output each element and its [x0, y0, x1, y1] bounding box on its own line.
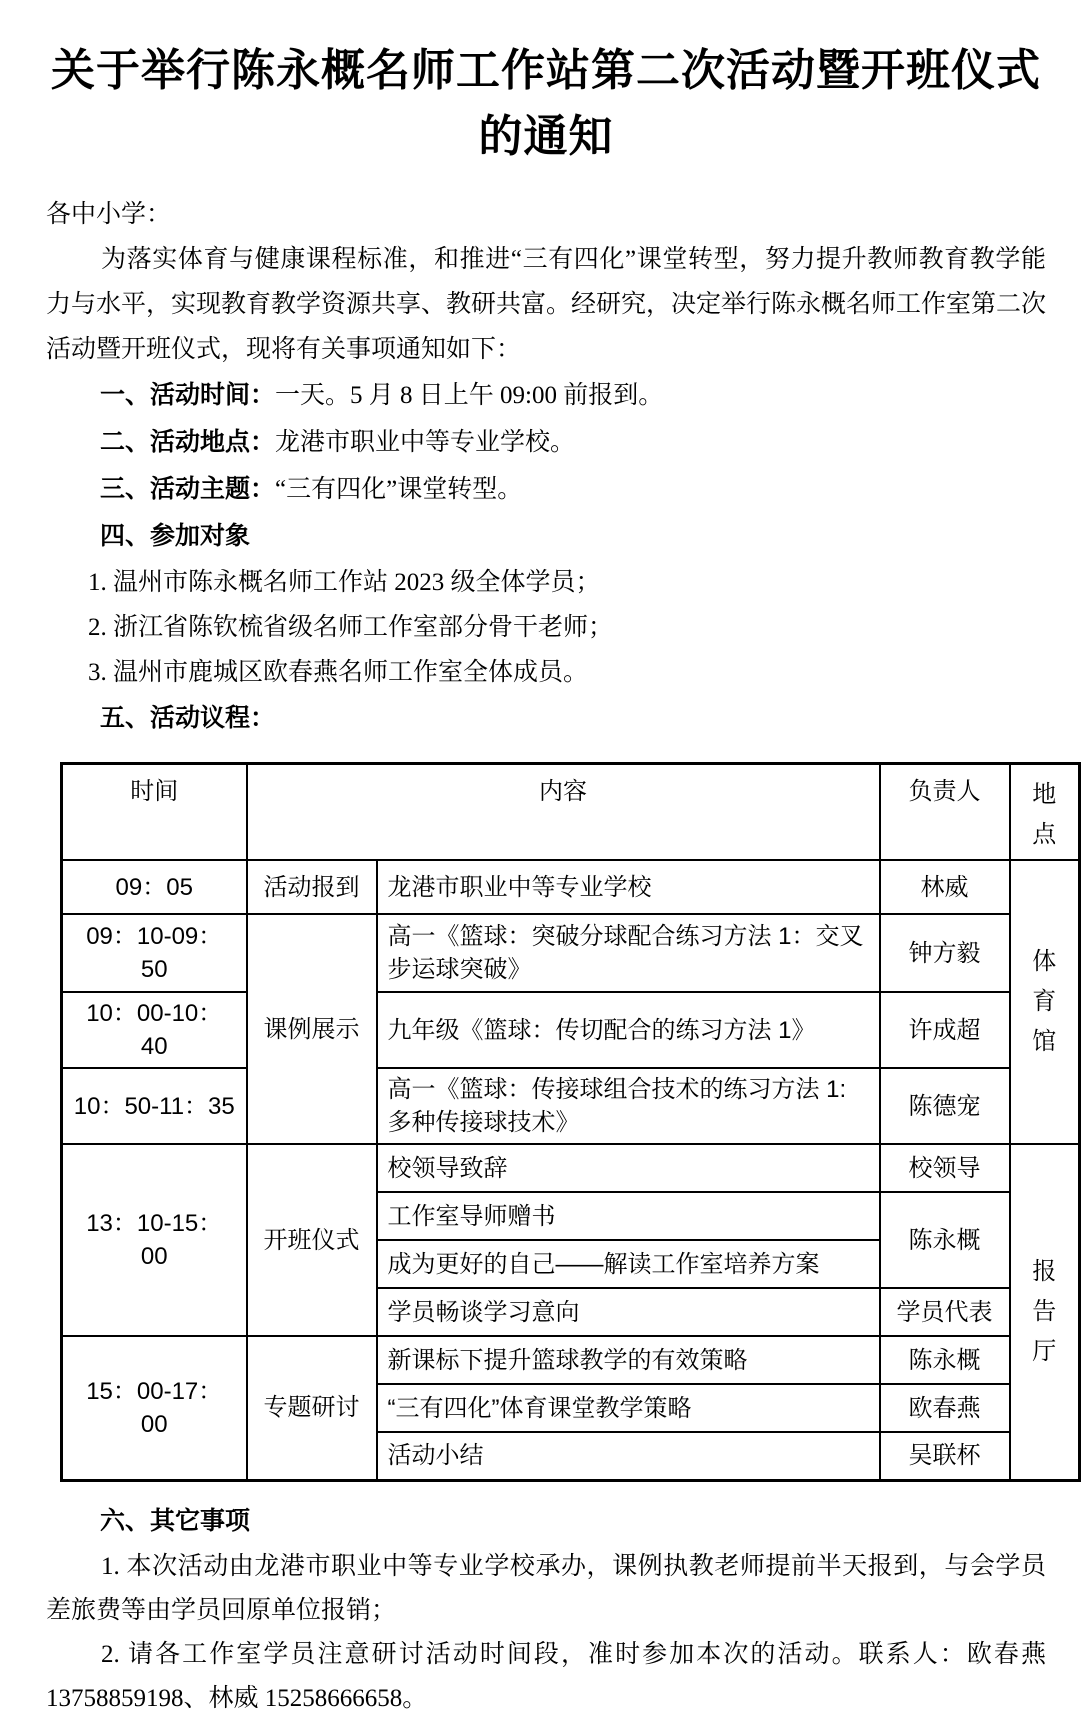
note-paragraph-2: 2. 请各工作室学员注意研讨活动时间段，准时参加本次的活动。联系人：欧春燕 13758859198、林威 15258666658。	[46, 1640, 1046, 1712]
section-label: 四、参加对象	[100, 522, 251, 550]
note-paragraph-1: 1. 本次活动由龙港市职业中等专业学校承办，课例执教老师提前半天报到，与会学员差旅费等由学员回原单位报销；	[46, 1552, 1046, 1624]
participant-item: 3. 温州市鹿城区欧春燕名师工作室全体成员。	[88, 659, 589, 686]
page-title	[46, 38, 1046, 170]
cell-type: 课例展示	[247, 914, 377, 1144]
cell-lead: 陈永概	[880, 1192, 1010, 1288]
cell-venue-gym: 体育馆	[1010, 860, 1080, 1144]
participant-item: 1. 温州市陈永概名师工作站 2023 级全体学员；	[88, 569, 601, 596]
cell-lead: 吴联杯	[880, 1432, 1010, 1480]
section-text: 一天。5 月 8 日上午 09:00 前报到。	[275, 382, 664, 409]
cell-lead: 陈永概	[880, 1336, 1010, 1384]
participants-list	[46, 560, 1046, 695]
cell-content: 活动小结	[377, 1432, 880, 1480]
title-line-1: 关于举行陈永概名师工作站第二次活动暨开班仪式	[51, 46, 1041, 95]
section-activity-time	[46, 372, 1046, 419]
cell-venue-hall: 报告厅	[1010, 1144, 1080, 1480]
cell-lead: 陈德宠	[880, 1068, 1010, 1144]
section-label: 二、活动地点：	[100, 428, 276, 456]
section-agenda-heading	[46, 695, 1046, 742]
section-other-heading	[46, 1498, 1046, 1545]
cell-time: 10：00-10：40	[62, 992, 247, 1068]
cell-content: 校领导致辞	[377, 1144, 880, 1192]
table-row	[62, 860, 1080, 914]
section-text: “三有四化”课堂转型。	[275, 476, 523, 503]
header-venue: 地点	[1010, 764, 1080, 861]
section-label: 六、其它事项	[100, 1506, 251, 1535]
cell-lead: 校领导	[880, 1144, 1010, 1192]
cell-lead: 许成超	[880, 992, 1010, 1068]
cell-type: 开班仪式	[247, 1144, 377, 1336]
agenda-table	[60, 762, 1081, 1482]
cell-type: 活动报到	[247, 860, 377, 914]
cell-content: 工作室导师赠书	[377, 1192, 880, 1240]
cell-time: 15：00-17：00	[62, 1336, 247, 1480]
cell-content: 高一《篮球：突破分球配合练习方法 1：交叉步运球突破》	[377, 914, 880, 992]
section-activity-theme	[46, 466, 1046, 513]
section-text: 龙港市职业中等专业学校。	[275, 429, 576, 456]
cell-content: 成为更好的自己——解读工作室培养方案	[377, 1240, 880, 1288]
title-line-2: 的通知	[478, 112, 614, 161]
table-row	[62, 1068, 1080, 1144]
intro-paragraph: 为落实体育与健康课程标准，和推进“三有四化”课堂转型，努力提升教师教育教学能力与水平，实现教育教学资源共享、教研共富。经研究，决定举行陈永概名师工作室第二次活动暨开班仪式，现将有关事项通知如下：	[46, 246, 1047, 363]
section-activity-place	[46, 419, 1046, 466]
cell-content: 新课标下提升篮球教学的有效策略	[377, 1336, 880, 1384]
header-time: 时间	[62, 764, 247, 861]
section-label: 三、活动主题：	[100, 475, 276, 503]
table-row	[62, 992, 1080, 1068]
cell-time: 09：10-09：50	[62, 914, 247, 992]
header-content: 内容	[247, 764, 880, 861]
header-lead: 负责人	[880, 764, 1010, 861]
cell-content: 九年级《篮球：传切配合的练习方法 1》	[377, 992, 880, 1068]
table-header-row	[62, 764, 1080, 861]
cell-time: 13：10-15：00	[62, 1144, 247, 1336]
cell-type: 专题研讨	[247, 1336, 377, 1480]
cell-lead: 钟方毅	[880, 914, 1010, 992]
salutation: 各中小学：	[46, 201, 172, 228]
participant-item: 2. 浙江省陈钦梳省级名师工作室部分骨干老师；	[88, 614, 614, 641]
table-row	[62, 1336, 1080, 1384]
cell-lead: 学员代表	[880, 1288, 1010, 1336]
section-label: 五、活动议程：	[100, 704, 276, 732]
cell-time: 10：50-11：35	[62, 1068, 247, 1144]
cell-content: 龙港市职业中等专业学校	[377, 860, 880, 914]
cell-content: 高一《篮球：传接球组合技术的练习方法 1:多种传接球技术》	[377, 1068, 880, 1144]
table-row	[62, 1144, 1080, 1192]
cell-content: 学员畅谈学习意向	[377, 1288, 880, 1336]
section-participants-heading	[46, 513, 1046, 560]
cell-content: “三有四化”体育课堂教学策略	[377, 1384, 880, 1432]
table-row	[62, 914, 1080, 992]
cell-time: 09：05	[62, 860, 247, 914]
cell-lead: 欧春燕	[880, 1384, 1010, 1432]
cell-lead: 林威	[880, 860, 1010, 914]
section-label: 一、活动时间：	[100, 381, 276, 409]
